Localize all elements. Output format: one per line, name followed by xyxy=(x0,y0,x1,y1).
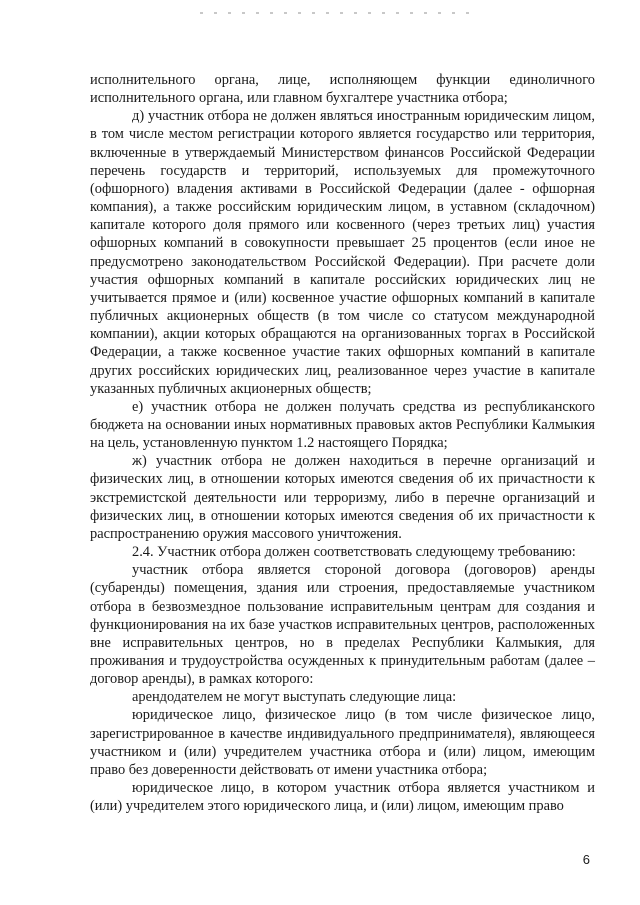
paragraph: 2.4. Участник отбора должен соответствовать следующему требованию: xyxy=(132,544,576,561)
page-number: 6 xyxy=(582,852,590,867)
document-body xyxy=(90,71,595,815)
scan-artifact xyxy=(200,12,480,14)
paragraph: юридическое лицо, в котором участник отбора является участником и (или) учредителем этого юридического лица, и (или) лицом, имеющим право xyxy=(90,780,595,815)
paragraph: арендодателем не могут выступать следующие лица: xyxy=(132,689,457,706)
paragraph: исполнительного органа, лице, исполняющем функции единоличного исполнительного органа, или главном бухгалтере участника отбора; xyxy=(90,72,595,107)
paragraph: юридическое лицо, физическое лицо (в том числе физическое лицо, зарегистрированное в качестве индивидуального предпринимателя), являющееся участником и (или) учредителем участника отбора и (или) лицом, имеющим право без доверенности действовать от имени участника отбора; xyxy=(90,707,595,778)
paragraph: ж) участник отбора не должен находиться в перечне организаций и физических лиц, в отношении которых имеются сведения об их причастности к экстремистской деятельности или терроризму, либо в перечне организаций и физических лиц, в отношении которых имеются сведения об их причастности к распространению оружия массового уничтожения. xyxy=(90,453,595,542)
paragraph: е) участник отбора не должен получать средства из республиканского бюджета на основании иных нормативных правовых актов Республики Калмыкия на цель, установленную пунктом 1.2 настоящего Порядка; xyxy=(90,398,595,452)
paragraph: участник отбора является стороной договора (договоров) аренды (субаренды) помещения, здания или строения, предоставляемые участником отбора в безвозмездное пользование исправительным центрам для создания и функционирования на их базе участков исправительных центров, расположенных вне исправительных центров, но в пределах Республики Калмыкия, для проживания и трудоустройства осужденных к принудительным работам (далее – договор аренды), в рамках которого: xyxy=(90,562,595,688)
paragraph: д) участник отбора не должен являться иностранным юридическим лицом, в том числе местом регистрации которого является государство или территория, включенные в утверждаемый Министерством финансов Российской Федерации перечень государств и территорий, используемых для промежуточного (офшорного) владения активами в Российской Федерации (далее - офшорная компания), а также российским юридическим лицом, в уставном (складочном) капитале которого доля прямого или косвенного (через третьих лиц) участия офшорных компаний в совокупности превышает 25 процентов (если иное не предусмотрено законодательством Российской Федерации). При расчете доли участия офшорных компаний в капитале российских юридических лиц не учитывается прямое и (или) косвенное участие офшорных компаний в капитале публичных акционерных обществ (в том числе со статусом международной компании), акции которых обращаются на организованных торгах в Российской Федерации, а также косвенное участие таких офшорных компаний в капитале других российских юридических лиц, реализованное через участие в капитале указанных публичных акционерных обществ; xyxy=(90,108,595,397)
